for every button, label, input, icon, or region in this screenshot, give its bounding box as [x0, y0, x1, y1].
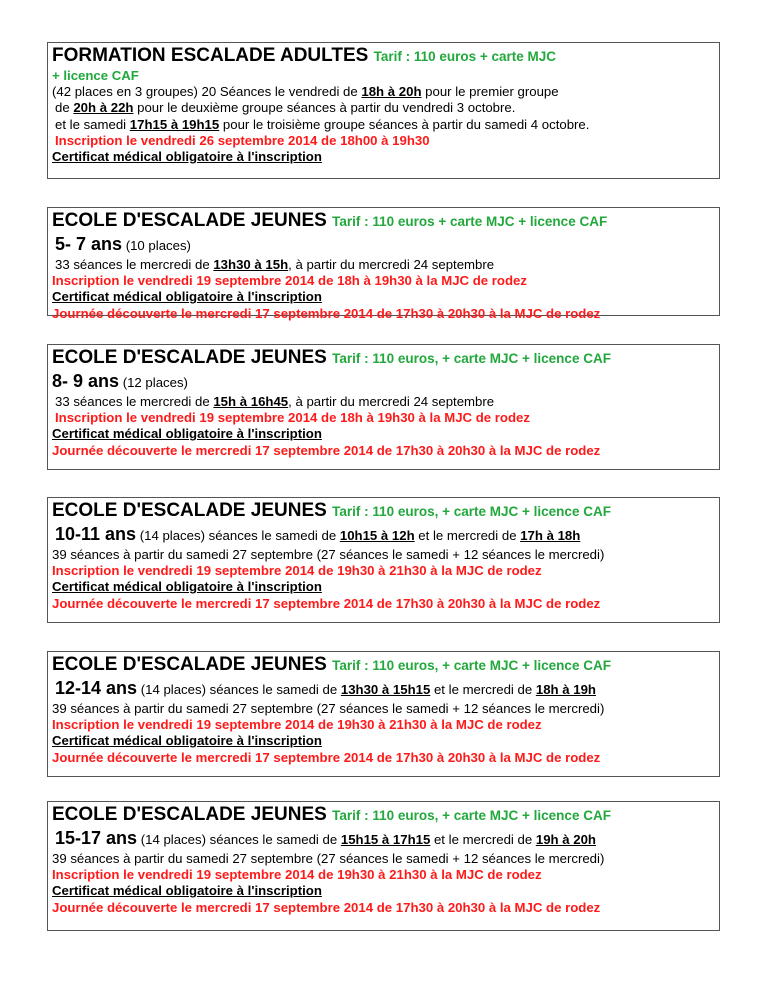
text: et le mercredi de: [414, 528, 521, 543]
certificat: Certificat médical obligatoire à l'inscription: [52, 579, 322, 595]
jeunes-title-line: [52, 804, 719, 827]
adultes-line3: [52, 117, 719, 133]
text: pour le deuxième groupe séances à partir du vendredi 3 octobre.: [133, 100, 516, 116]
ecole-title: ECOLE D'ESCALADE JEUNES: [52, 210, 327, 231]
jeunes-title-line: [52, 500, 719, 523]
horaire: 15h à 16h45: [213, 394, 289, 409]
journee-decouverte: Journée découverte le mercredi 17 septembre 2014 de 17h30 à 20h30 à la MJC de rodez: [52, 595, 601, 611]
horaire: 18h à 20h: [361, 84, 422, 100]
jeunes-12-14-box: [47, 651, 720, 777]
horaire-samedi: 13h30 à 15h15: [340, 682, 431, 697]
age-line: [52, 233, 719, 257]
text: et le samedi: [55, 116, 130, 132]
text: séances le samedi de: [205, 832, 341, 847]
adultes-certificat: Certificat médical obligatoire à l'inscription: [52, 149, 322, 165]
adultes-box: [47, 42, 720, 179]
text: séances le samedi de: [204, 528, 340, 543]
places: (10 places): [122, 238, 191, 253]
text: et le mercredi de: [430, 832, 536, 847]
adultes-tarif: Tarif : 110 euros + carte MJC: [373, 49, 557, 64]
journee-decouverte: Journée découverte le mercredi 17 septembre 2014 de 17h30 à 20h30 à la MJC de rodez: [52, 899, 601, 915]
text: 33 séances le mercredi de: [55, 257, 214, 272]
horaire-mercredi: 18h à 19h: [535, 682, 596, 697]
certificat: Certificat médical obligatoire à l'inscription: [52, 426, 322, 442]
seances-line: 39 séances à partir du samedi 27 septembre (27 séances le samedi + 12 séances le mercredi): [52, 547, 605, 562]
places: (14 places): [137, 682, 206, 697]
text: séances le samedi de: [205, 682, 341, 697]
age: 12-14 ans: [55, 678, 138, 698]
adultes-inscription: Inscription le vendredi 26 septembre 2014 de 18h00 à 19h30: [55, 132, 430, 148]
adultes-tarif2: + licence CAF: [52, 68, 139, 83]
adultes-title: FORMATION ESCALADE ADULTES: [52, 45, 369, 66]
certificat: Certificat médical obligatoire à l'inscription: [52, 289, 322, 305]
ecole-title: ECOLE D'ESCALADE JEUNES: [52, 804, 327, 825]
tarif: Tarif : 110 euros, + carte MJC + licence CAF: [332, 351, 611, 366]
seances-line: 39 séances à partir du samedi 27 septembre (27 séances le samedi + 12 séances le mercredi): [52, 701, 605, 716]
horaire: 17h15 à 19h15: [129, 116, 220, 132]
seances-line: [52, 257, 719, 273]
age-line: [52, 523, 719, 547]
age-line: [52, 370, 719, 394]
jeunes-15-17-box: [47, 801, 720, 931]
inscription: Inscription le vendredi 19 septembre 2014 de 18h à 19h30 à la MJC de rodez: [55, 410, 530, 426]
horaire-mercredi: 17h à 18h: [520, 528, 581, 543]
journee-decouverte: Journée découverte le mercredi 17 septembre 2014 de 17h30 à 20h30 à la MJC de rodez: [52, 749, 601, 765]
text: et le mercredi de: [430, 682, 536, 697]
inscription: Inscription le vendredi 19 septembre 2014 de 19h30 à 21h30 à la MJC de rodez: [52, 867, 542, 883]
jeunes-title-line: [52, 654, 719, 677]
seances-line: 39 séances à partir du samedi 27 septembre (27 séances le samedi + 12 séances le mercredi): [52, 851, 605, 866]
adultes-line2: [52, 100, 719, 116]
jeunes-title-line: [52, 347, 719, 370]
jeunes-title-line: [52, 210, 719, 233]
adultes-line1: [52, 84, 719, 100]
journee-decouverte: Journée découverte le mercredi 17 septembre 2014 de 17h30 à 20h30 à la MJC de rodez: [52, 305, 601, 321]
tarif: Tarif : 110 euros + carte MJC + licence CAF: [332, 214, 608, 229]
inscription: Inscription le vendredi 19 septembre 2014 de 18h à 19h30 à la MJC de rodez: [52, 273, 527, 289]
places: (14 places): [137, 832, 206, 847]
ecole-title: ECOLE D'ESCALADE JEUNES: [52, 347, 327, 368]
horaire-samedi: 10h15 à 12h: [339, 528, 415, 543]
tarif: Tarif : 110 euros, + carte MJC + licence CAF: [332, 658, 611, 673]
places: (14 places): [136, 528, 205, 543]
jeunes-8-9-box: [47, 344, 720, 470]
inscription: Inscription le vendredi 19 septembre 2014 de 19h30 à 21h30 à la MJC de rodez: [52, 563, 542, 579]
text: pour le troisième groupe séances à partir du samedi 4 octobre.: [219, 116, 590, 132]
jeunes-10-11-box: [47, 497, 720, 623]
journee-decouverte: Journée découverte le mercredi 17 septembre 2014 de 17h30 à 20h30 à la MJC de rodez: [52, 442, 601, 458]
horaire-mercredi: 19h à 20h: [535, 832, 596, 847]
text: , à partir du mercredi 24 septembre: [288, 257, 495, 272]
adultes-title-line: [52, 45, 719, 68]
certificat: Certificat médical obligatoire à l'inscription: [52, 733, 322, 749]
horaire-samedi: 15h15 à 17h15: [340, 832, 431, 847]
horaire: 20h à 22h: [73, 100, 134, 116]
text: pour le premier groupe: [421, 84, 559, 100]
jeunes-5-7-box: [47, 207, 720, 321]
seances-line: [52, 394, 719, 410]
ecole-title: ECOLE D'ESCALADE JEUNES: [52, 654, 327, 675]
age-line: [52, 827, 719, 851]
age: 5- 7 ans: [55, 234, 123, 254]
inscription: Inscription le vendredi 19 septembre 2014 de 19h30 à 21h30 à la MJC de rodez: [52, 717, 542, 733]
tarif: Tarif : 110 euros, + carte MJC + licence CAF: [332, 808, 611, 823]
places: (12 places): [119, 375, 188, 390]
age: 10-11 ans: [55, 524, 137, 544]
ecole-title: ECOLE D'ESCALADE JEUNES: [52, 500, 327, 521]
text: (42 places en 3 groupes) 20 Séances le vendredi de: [52, 84, 362, 100]
text: de: [55, 100, 74, 116]
age: 15-17 ans: [55, 828, 138, 848]
text: , à partir du mercredi 24 septembre: [288, 394, 495, 409]
certificat: Certificat médical obligatoire à l'inscription: [52, 883, 322, 899]
age: 8- 9 ans: [52, 371, 120, 391]
text: 33 séances le mercredi de: [55, 394, 214, 409]
tarif: Tarif : 110 euros, + carte MJC + licence CAF: [332, 504, 611, 519]
age-line: [52, 677, 719, 701]
horaire: 13h30 à 15h: [213, 257, 289, 272]
